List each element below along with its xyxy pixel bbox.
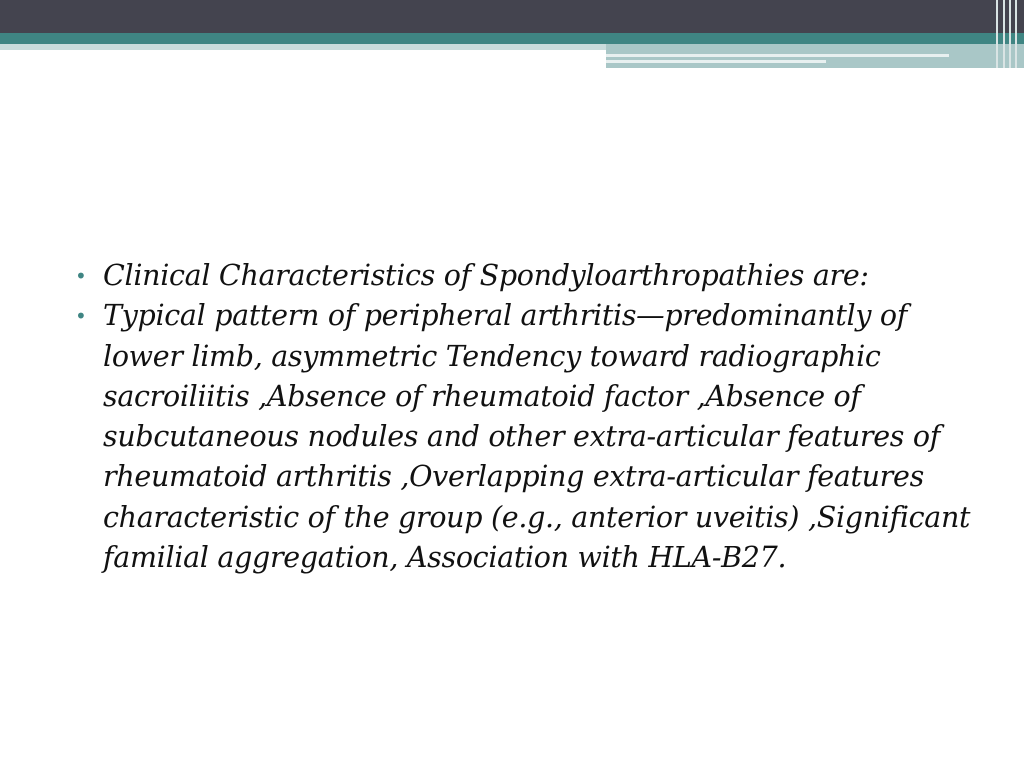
- header-band-light: [0, 44, 606, 50]
- bullet-text: Typical pattern of peripheral arthritis—predominantly of lower limb, asymmetric Tendency toward radiographic sacroiliitis ,Absence of rheumatoid factor ,Absence of subcutaneous nodules and other extra-articular features of rheumatoid arthritis ,Overlapping extra-articular features characteristic of the group (e.g., anterior uveitis) ,Significant familial aggregation, Association with HLA-B27.: [103, 299, 971, 575]
- bullet-marker: •: [75, 304, 87, 329]
- header-band-teal: [0, 33, 1024, 44]
- bullet-item: [75, 296, 975, 578]
- header-stripes-decoration: [990, 0, 1024, 68]
- header-tab-line: [606, 60, 826, 63]
- bullet-marker: •: [75, 264, 87, 288]
- bullet-list: [75, 256, 975, 578]
- header-band-dark: [0, 0, 1024, 33]
- bullet-text: Clinical Characteristics of Spondyloarthropathies are:: [103, 259, 869, 292]
- bullet-item: [75, 256, 975, 296]
- header-tab-line: [606, 54, 949, 57]
